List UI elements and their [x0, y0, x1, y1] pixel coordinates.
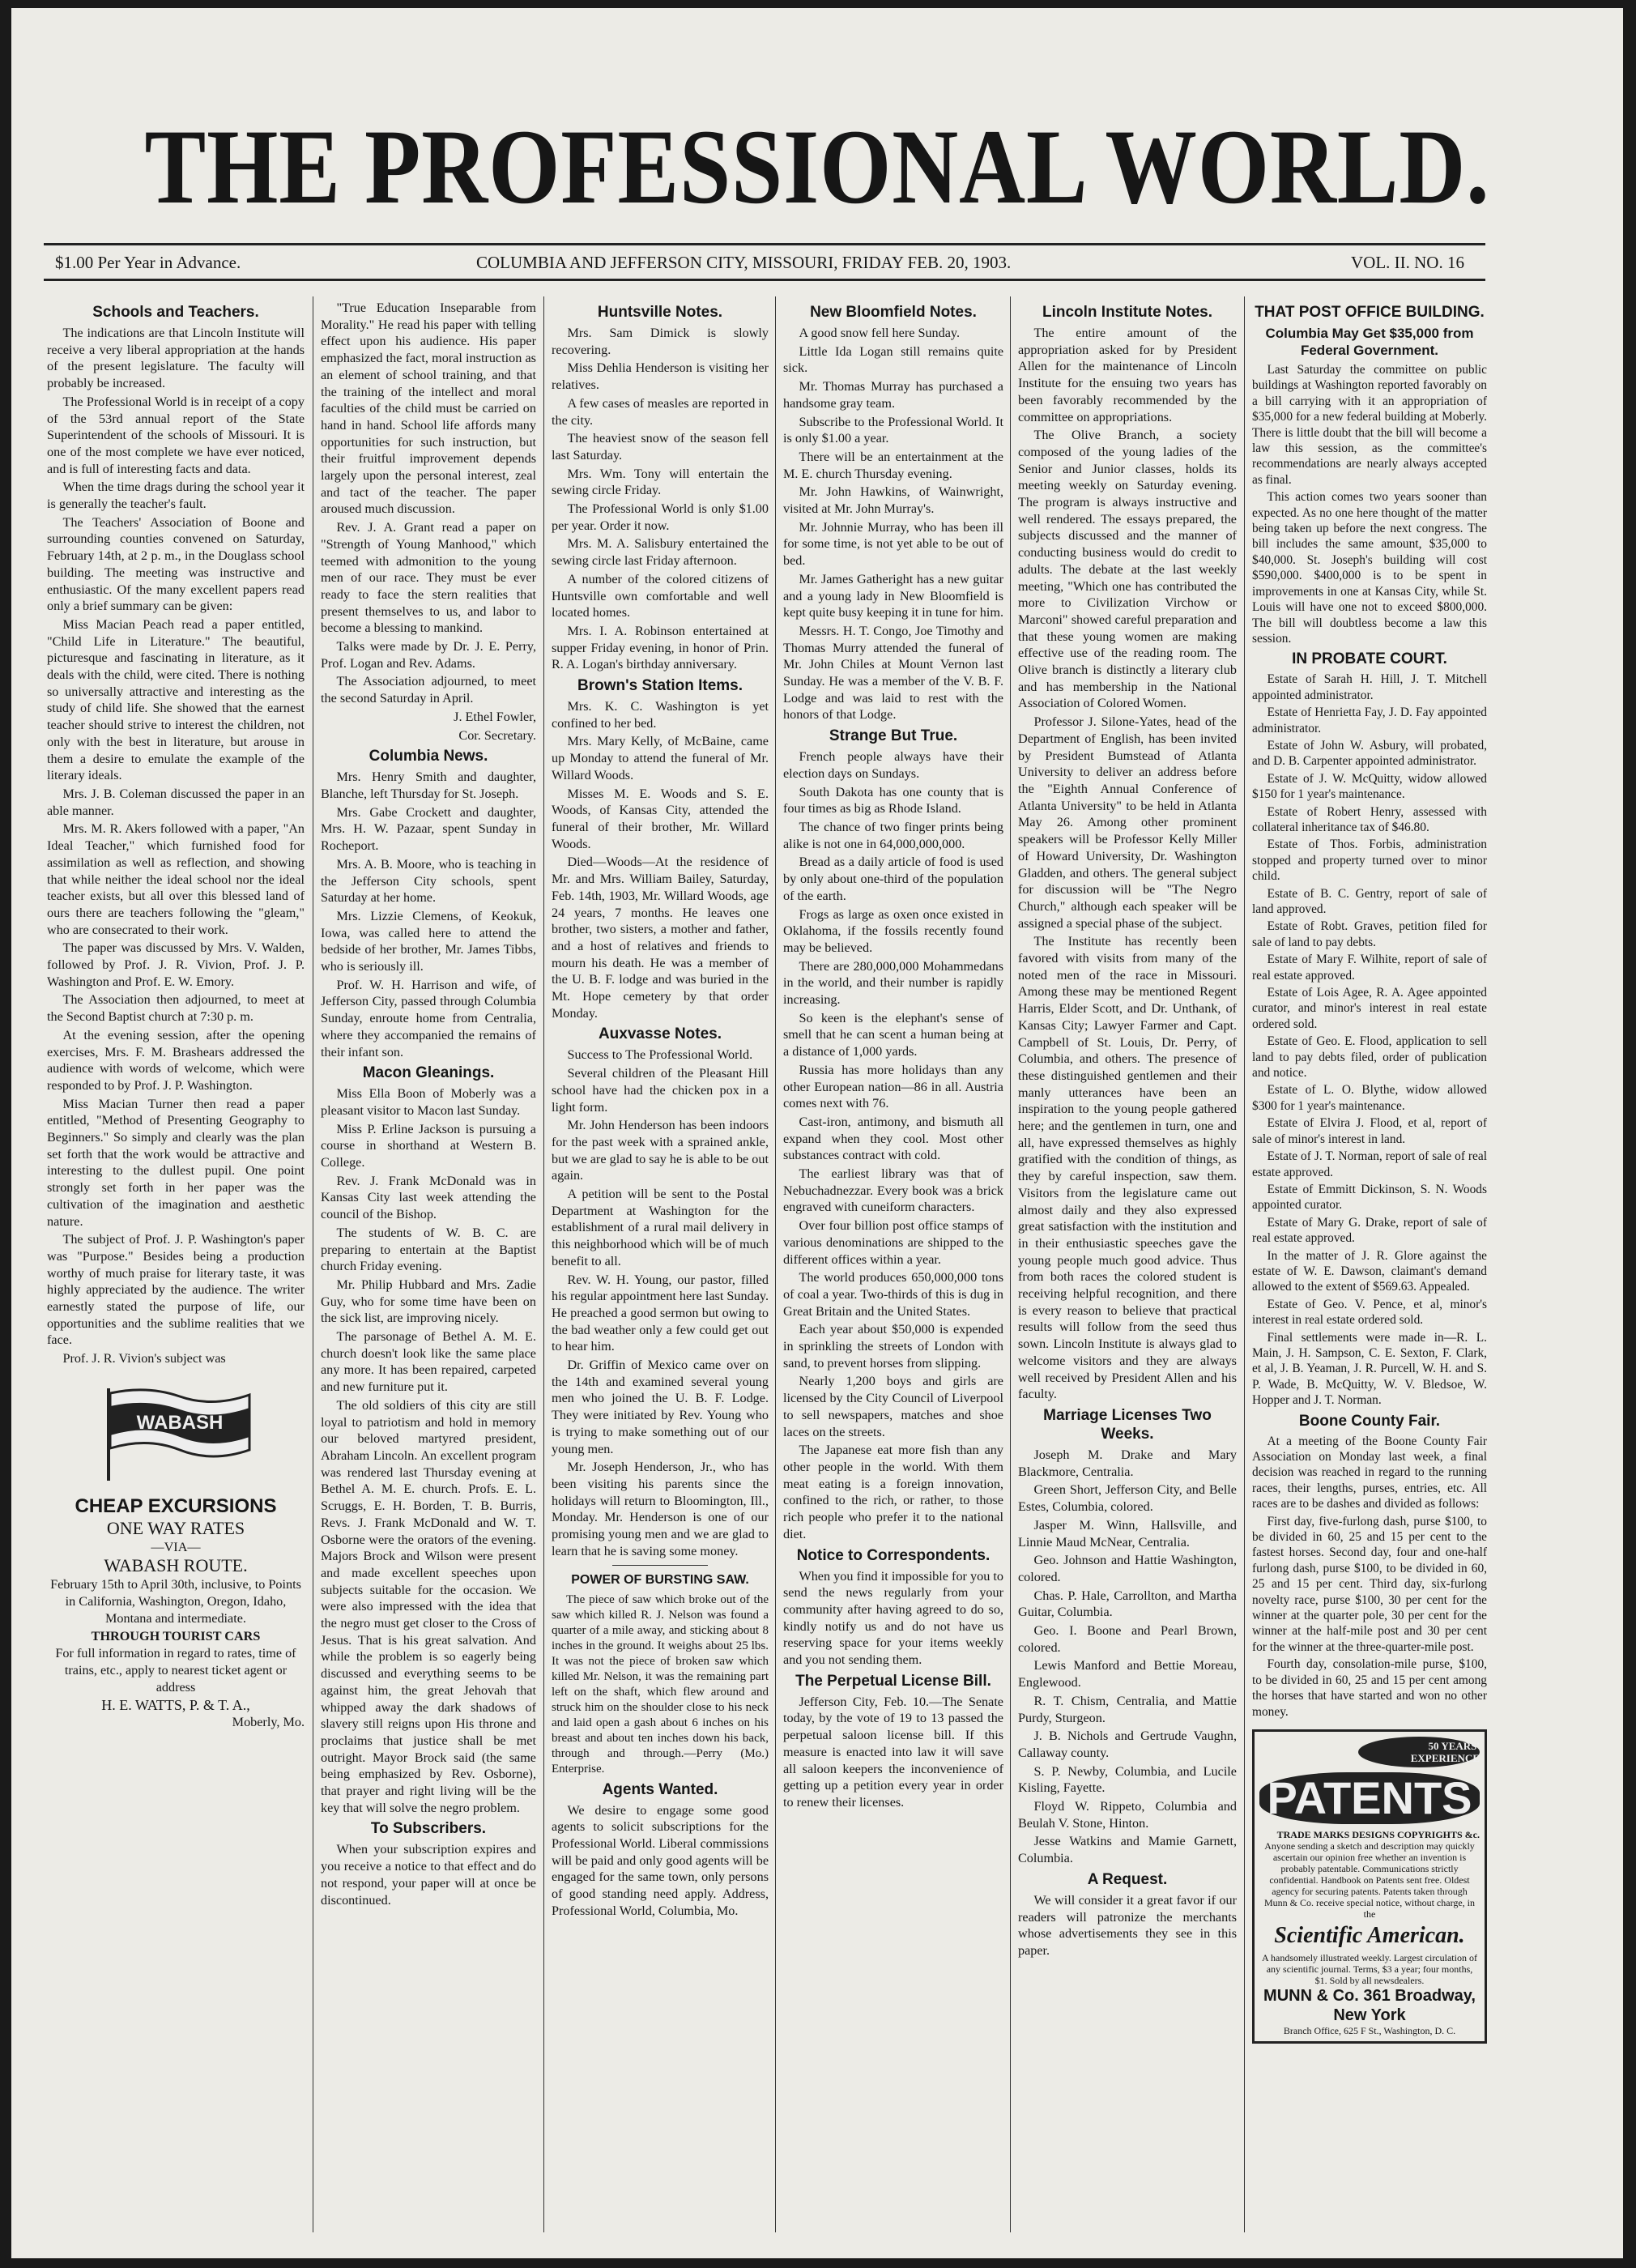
headline-marriage-licenses: Marriage Licenses Two Weeks. [1043, 1407, 1212, 1443]
paragraph: Subscribe to the Professional World. It is only $1.00 a year. [783, 414, 1003, 446]
paragraph: Floyd W. Rippeto, Columbia and Beulah V. Stone, Hinton. [1018, 1799, 1237, 1831]
paragraph: Mr. Thomas Murray has purchased a handsome gray team. [783, 379, 1003, 411]
paragraph: Mr. James Gatheright has a new guitar and a young lady in New Bloomfield is kept quite busy keeping it in tune for him. [783, 571, 1003, 620]
paragraph: Estate of Thos. Forbis, administration stopped and property turned over to minor child. [1252, 838, 1487, 884]
ad-contact: H. E. WATTS, P. & T. A., [101, 1697, 250, 1714]
paragraph: Lewis Manford and Bettie Moreau, Englewood. [1018, 1658, 1237, 1690]
paragraph: Estate of B. C. Gentry, report of sale of land approved. [1252, 886, 1487, 916]
paragraph: When you find it impossible for you to send the news regularly from your community after having agreed to do so, kindly notify us and do not have us reserving space for your items weekly and you not sending them. [783, 1568, 1003, 1668]
paragraph: The subject of Prof. J. P. Washington's paper was "Purpose." Besides being a production worthy of much praise for literary taste, it was highly appreciated by the audience. The writer earnestly stated the purpose of life, our opportunities and the sublime realities that we face. [47, 1232, 305, 1348]
paragraph: There will be an entertainment at the M. E. church Thursday evening. [783, 449, 1003, 481]
scientific-american-title: Scientific American. [1274, 1922, 1465, 1948]
paragraph: Miss Macian Turner then read a paper entitled, "Method of Presenting Geography to Beginners." So simply and clearly was the plan set forth that the work would be attractive and interesting to the dullest pupil. One point strongly set forth in her paper was the cultivation of the imagination and aesthetic nature. [47, 1096, 305, 1229]
paragraph: Last Saturday the committee on public buildings at Washington reported favorably on a bill carrying with it an appropriation of $35,000 for a new federal building at Moberly. There is little doubt that the bill will become a law this session, as the committee's recommendations are nearly always accepted as final. [1252, 363, 1487, 487]
paragraph: A number of the colored citizens of Huntsville own comfortable and well located homes. [552, 571, 769, 620]
paragraph: Estate of Geo. V. Pence, et al, minor's interest in real estate ordered sold. [1252, 1297, 1487, 1328]
paragraph: Estate of Robt. Graves, petition filed for sale of land to pay debts. [1252, 919, 1487, 949]
column-5 [1018, 300, 1237, 2228]
masthead-title: THE PROFESSIONAL WORLD. [144, 107, 1490, 226]
paragraph: The Association then adjourned, to meet at the Second Baptist church at 7:30 p. m. [47, 992, 305, 1025]
paragraph: Estate of Elvira J. Flood, et al, report of sale of minor's interest in land. [1252, 1116, 1487, 1146]
column-divider [1244, 296, 1245, 2232]
paragraph: Prof. J. R. Vivion's subject was [62, 1351, 226, 1366]
paragraph: Mrs. K. C. Washington is yet confined to her bed. [552, 699, 769, 731]
ad-body: For full information in regard to rates, time of trains, etc., apply to nearest ticket agent or address [55, 1646, 296, 1695]
paragraph: Estate of Mary F. Wilhite, report of sale of real estate approved. [1252, 953, 1487, 983]
paragraph: Estate of J. W. McQuitty, widow allowed $150 for 1 year's maintenance. [1252, 771, 1487, 802]
paragraph: Geo. Johnson and Hattie Washington, colored. [1018, 1553, 1237, 1584]
ad-via: —VIA— [151, 1539, 201, 1554]
column-3 [552, 300, 769, 2228]
headline-huntsville-notes: Huntsville Notes. [597, 304, 723, 321]
paragraph: Rev. J. Frank McDonald was in Kansas City last week attending the council of the Bishop. [321, 1173, 536, 1222]
column-divider [543, 296, 544, 2232]
patents-body: Anyone sending a sketch and description may quickly ascertain our opinion free whether an invention is probably patentable. Communications strictly confidential. Handbook on Patents sent free. Oldest agency for securing patents. Patents taken through Munn & Co. receive special notice, without charge, in the [1263, 1840, 1476, 1920]
paragraph: Miss P. Erline Jackson is pursuing a course in shorthand at Western B. College. [321, 1121, 536, 1170]
paragraph: The parsonage of Bethel A. M. E. church doesn't look like the same place any more. It has been repaired, carpeted and new furniture put it. [321, 1329, 536, 1395]
newspaper-page [11, 8, 1623, 2258]
place-and-date: COLUMBIA AND JEFFERSON CITY, MISSOURI, FRIDAY FEB. 20, 1903. [476, 253, 1012, 272]
paragraph: Estate of L. O. Blythe, widow allowed $300 for 1 year's maintenance. [1252, 1083, 1487, 1113]
paragraph: The earliest library was that of Nebuchadnezzar. Every book was a brick engraved with cuneiform characters. [783, 1166, 1003, 1215]
paragraph: Mrs. Wm. Tony will entertain the sewing circle Friday. [552, 466, 769, 498]
paragraph: Rev. J. A. Grant read a paper on "Strength of Young Manhood," which teemed with admonition to the young men of our race. They must be ever ready to face the stern realities that present themselves to us, and labor to become a blessing to mankind. [321, 520, 536, 636]
wabash-advertisement [47, 1377, 305, 1731]
paragraph: In the matter of J. R. Glore against the estate of W. E. Dawson, claimant's demand allowed to the extent of $569.63. Appealed. [1252, 1248, 1487, 1294]
column-2 [321, 300, 536, 2228]
paragraph: Jefferson City, Feb. 10.—The Senate today, by the vote of 19 to 13 passed the perpetual saloon license bill. If this measure is enacted into law it will save all saloon keepers the inconvenience of getting up a petition every year in order to renew their licenses. [783, 1694, 1003, 1810]
headline-perpetual-license-bill: The Perpetual License Bill. [795, 1672, 991, 1690]
paragraph: Mrs. Gabe Crockett and daughter, Mrs. H. W. Pazaar, spent Sunday in Rocheport. [321, 804, 536, 854]
paragraph: Jesse Watkins and Mamie Garnett, Columbia. [1018, 1834, 1237, 1866]
paragraph: Little Ida Logan still remains quite sick. [783, 343, 1003, 376]
paragraph: Chas. P. Hale, Carrollton, and Martha Guitar, Columbia. [1018, 1588, 1237, 1620]
ad-city: Moberly, Mo. [232, 1714, 305, 1729]
paragraph: The students of W. B. C. are preparing to entertain at the Baptist church Friday evening. [321, 1225, 536, 1274]
subheadline-post-office: Columbia May Get $35,000 from Federal Government. [1265, 326, 1474, 358]
paragraph: Estate of John W. Asbury, will probated, and D. B. Carpenter appointed administrator. [1252, 738, 1487, 769]
paragraph: Estate of Geo. E. Flood, application to sell land to pay debts filed, order of publication and notice. [1252, 1034, 1487, 1081]
headline-columbia-news: Columbia News. [369, 748, 488, 765]
paragraph: Estate of Henrietta Fay, J. D. Fay appointed administrator. [1252, 706, 1487, 735]
paragraph: Talks were made by Dr. J. E. Perry, Prof. Logan and Rev. Adams. [321, 639, 536, 671]
column-1 [47, 300, 305, 2228]
paragraph: Green Short, Jefferson City, and Belle Estes, Columbia, colored. [1018, 1482, 1237, 1515]
svg-text:WABASH: WABASH [136, 1411, 224, 1434]
headline-agents-wanted: Agents Wanted. [602, 1780, 718, 1798]
ad-body: February 15th to April 30th, inclusive, to Points in California, Washington, Oregon, Idaho, Montana and intermediate. [50, 1577, 301, 1626]
scientific-american-body: A handsomely illustrated weekly. Largest circulation of any scientific journal. Terms, $3 a year; four months, $1. Sold by all newsdealers. [1262, 1951, 1477, 1986]
paragraph: Mr. Johnnie Murray, who has been ill for some time, is not yet able to be out of bed. [783, 519, 1003, 569]
munn-and-co-address: MUNN & Co. 361 Broadway, New York [1263, 1986, 1476, 2024]
dateline [47, 253, 1489, 275]
headline-boone-county-fair: Boone County Fair. [1298, 1412, 1441, 1430]
signature: J. Ethel Fowler, [454, 709, 536, 724]
paragraph: Nearly 1,200 boys and girls are licensed by the City Council of Liverpool to sell newspapers, matches and shoe laces on the streets. [783, 1374, 1003, 1439]
paragraph: The old soldiers of this city are still loyal to patriotism and hold in memory our beloved martyred president, Abraham Lincoln. An excellent program was rendered last Thursday evening at Bethel A. M. E. church. Profs. E. L. Scruggs, E. H. Borden, T. B. Burris, Revs. J. Frank McDonald and W. T. Osborne were the orators of the evening. Majors Brock and Wilson were present and made excellent speeches upon subjects suitable for the occasion. We were also impressed with the idea that the negro must get closer to the Cross of Jesus. That is his great salvation. And while the problem is so eagerly being discussed and everything seems to be against him, the great Jehovah that whipped away the dark shadows of slavery still reigns upon His throne and proclaims that justice shall be met outright. Mayor Brock said (the same being emphasized by Rev. Osborne), that prayer and right living will be the key that will solve the negro problem. [321, 1397, 536, 1815]
paragraph: The indications are that Lincoln Institute will receive a very liberal appropriation at the hands of the present legislature. The faculty will probably be increased. [47, 326, 305, 391]
experience-badge: 50 YEARS' EXPERIENCE [1358, 1737, 1480, 1767]
paragraph: Mrs. M. A. Salisbury entertained the sewing circle last Friday afternoon. [552, 536, 769, 569]
paragraph: A petition will be sent to the Postal Department at Washington for the establishment of a rural mail delivery in this neighborhood which will be of much benefit to all. [552, 1187, 769, 1268]
paragraph: South Dakota has one county that is four times as big as Rhode Island. [783, 784, 1003, 816]
paragraph: "True Education Inseparable from Morality." He read his paper with telling effect upon his audience. His paper emphasized the fact, moral instruction as an element of school training, and that the training of the intellect and moral faculties of the child must be carried on hand in hand. School life affords many opportunities for such instruction, but their fruitful improvement depends largely upon the personal interest, zeal and tact of the teacher. The paper aroused much discussion. [321, 301, 536, 517]
column-divider [775, 296, 776, 2232]
paragraph: Jasper M. Winn, Hallsville, and Linnie Maud McNear, Centralia. [1018, 1517, 1237, 1550]
paragraph: A good snow fell here Sunday. [799, 326, 961, 340]
paragraph: The paper was discussed by Mrs. V. Walden, followed by Prof. J. R. Vivion, Prof. J. P. Washington and Prof. E. W. Emory. [47, 940, 305, 989]
headline-new-bloomfield-notes: New Bloomfield Notes. [810, 304, 977, 321]
paragraph: When the time drags during the school year it is generally the teacher's fault. [47, 480, 305, 512]
paragraph: Died—Woods—At the residence of Mr. and Mrs. William Bailey, Saturday, Feb. 14th, 1903, Mr. Willard Woods, age 24 years, 7 months. He leaves one brother, two sisters, a mother and father, and a host of relatives and friends to mourn his death. He was a member of the U. B. F. lodge and was buried in the Mt. Hope cemetery by that order Monday. [552, 855, 769, 1021]
masthead-rule-top [44, 243, 1485, 245]
paragraph: The Association adjourned, to meet the second Saturday in April. [321, 674, 536, 706]
ad-route: WABASH ROUTE. [104, 1555, 248, 1576]
paragraph: Mrs. J. B. Coleman discussed the paper in an able manner. [47, 786, 305, 818]
paragraph: Cast-iron, antimony, and bismuth all expand when they cool. Most other substances contract with cold. [783, 1114, 1003, 1163]
paragraph: Mrs. Sam Dimick is slowly recovering. [552, 326, 769, 357]
paragraph: The Olive Branch, a society composed of the young ladies of the Senior and Junior classes, holds its meeting weekly on Saturday evening. The program is always instructive and well rendered. The essays prepared, the subjects discussed and the manner of conducting business would do credit to adults. The debate at the last weekly meeting, "Which one has contributed the more to Civilization Virchow or Marconi" showed careful preparation and that these young women are making effective use of the reading room. The Olive branch is distinctly a literary club and has membership in the National Association of Colored Women. [1018, 428, 1237, 711]
paragraph: Mrs. I. A. Robinson entertained at supper Friday evening, in honor of Prin. R. A. Logan's birthday anniversary. [552, 623, 769, 672]
paragraph: Mrs. Lizzie Clemens, of Keokuk, Iowa, was called here to attend the bedside of her brother, Mr. James Tibbs, who is seriously ill. [321, 908, 536, 974]
paragraph: The Japanese eat more fish than any other people in the world. With them meat eating is a foreign innovation, confined to the rich, or rather, to those rich people who prefer it to the national diet. [783, 1443, 1003, 1541]
ad-subheadline: ONE WAY RATES [106, 1517, 245, 1538]
paragraph: Estate of Robert Henry, assessed with collateral inheritance tax of $46.80. [1252, 804, 1487, 834]
paragraph: The Professional World is in receipt of a copy of the 53rd annual report of the State Superintendent of the schools of Missouri. It is one of the most complete we have ever noticed, and is full of interesting facts and data. [47, 394, 305, 476]
paragraph: This action comes two years sooner than expected. As no one here thought of the matter being taken up before the next congress. The bill includes the same amount, $35,000 to $40,000. St. Joseph's building will cost $590,000. $400,000 is to be spent in improvements in one at Kansas City, while St. Louis will have one not to exceed $800,000. The bill will doubtless become a law this session. [1252, 490, 1487, 646]
paragraph: R. T. Chism, Centralia, and Mattie Purdy, Sturgeon. [1018, 1693, 1237, 1725]
paragraph: Mr. Joseph Henderson, Jr., who has been visiting his parents since the holidays will return to Bloomington, Ill., Monday. Mr. Henderson is one of our promising young men and we are glad to learn that he is saving some money. [552, 1460, 769, 1558]
paragraph: Messrs. H. T. Congo, Joe Timothy and Thomas Murry attended the funeral of Mr. John Chiles at Mount Vernon last Sunday. He was a member of the V. B. F. Lodge and was laid to rest with the honors of that Lodge. [783, 623, 1003, 723]
paragraph: The chance of two finger prints being alike is not one in 64,000,000,000. [783, 819, 1003, 851]
paragraph: Over four billion post office stamps of various denominations are shipped to the different offices within a year. [783, 1218, 1003, 1267]
headline-in-probate-court: IN PROBATE COURT. [1292, 650, 1447, 668]
paragraph: Mrs. A. B. Moore, who is teaching in the Jefferson City schools, spent Saturday at her home. [321, 856, 536, 906]
paragraph: Bread as a daily article of food is used by only about one-third of the population of the earth. [783, 855, 1003, 903]
paragraph: Mr. John Hawkins, of Wainwright, visited at Mr. John Murray's. [783, 484, 1003, 517]
paragraph: A few cases of measles are reported in the city. [552, 395, 769, 428]
subscription-price: $1.00 Per Year in Advance. [55, 253, 241, 272]
paragraph: The Professional World is only $1.00 per year. Order it now. [552, 501, 769, 533]
paragraph: When your subscription expires and you receive a notice to that effect and do not respond, your paper will at once be discontinued. [321, 1842, 536, 1908]
paragraph: The heaviest snow of the season fell last Saturday. [552, 431, 769, 463]
paragraph: Miss Dehlia Henderson is visiting her relatives. [552, 360, 769, 393]
paragraph: Several children of the Pleasant Hill school have had the chicken pox in a light form. [552, 1066, 769, 1115]
paragraph: Geo. I. Boone and Pearl Brown, colored. [1018, 1623, 1237, 1655]
signature-title: Cor. Secretary. [458, 727, 536, 743]
paragraph: Mr. Philip Hubbard and Mrs. Zadie Guy, who for some time have been on the sick list, are improving nicely. [321, 1277, 536, 1326]
paragraph: Rev. W. H. Young, our pastor, filled his regular appointment here last Sunday. He preached a good sermon but owing to the bad weather only a few could get out to hear him. [552, 1272, 769, 1354]
paragraph: Joseph M. Drake and Mary Blackmore, Centralia. [1018, 1447, 1237, 1479]
ad-headline: CHEAP EXCURSIONS [75, 1494, 277, 1517]
paragraph: Each year about $50,000 is expended in sprinkling the streets of London with sand, to prevent horses from slipping. [783, 1322, 1003, 1371]
wabash-flag-icon [99, 1385, 253, 1482]
paragraph: Final settlements were made in—R. L. Main, J. H. Sampson, C. E. Sexton, F. Clark, et al, J. B. Yeaman, J. R. Purcell, W. H. and S. P. Wade, B. McQuitty, W. V. Bledsoe, W. Hopper and J. T. Norman. [1252, 1330, 1487, 1408]
headline-post-office-building: THAT POST OFFICE BUILDING. [1255, 304, 1485, 321]
paragraph: Estate of Sarah H. Hill, J. T. Mitchell appointed administrator. [1252, 672, 1487, 702]
headline-power-of-bursting-saw: POWER OF BURSTING SAW. [571, 1572, 749, 1587]
paragraph: Estate of J. T. Norman, report of sale of real estate approved. [1252, 1149, 1487, 1179]
headline-schools-and-teachers: Schools and Teachers. [92, 304, 259, 321]
patents-banner: PATENTS [1259, 1772, 1480, 1824]
paragraph: The Institute has recently been favored with visits from many of the noted men of the race in Missouri. Among these may be mentioned Regent Harris, Elder Scott, and Dr. Unthank, of Kansas City; Lawyer Farmer and Capt. Campbell of St. Louis, Dr. Perry, of Columbia, and others. The presence of these distinguished gentlemen and their manly utterances have been an inspiration to the young people gathered here; and the gentlemen in turn, one and all, have expressed themselves as highly gratified with the condition of things, as they by careful inspection, saw them. Visitors from the legislature came out almost daily and they also expressed great satisfaction with the institution and in their enthusiastic speeches gave the young people much good advice. Thus from both races the colored student is receiving helpful recognition, and there is every reason to believe that practical results will follow from the seed thus sown. Lincoln Institute is always glad to welcome visitors and they are always well received by President Allen and his faculty. [1018, 934, 1237, 1402]
paragraph: J. B. Nichols and Gertrude Vaughn, Callaway county. [1018, 1729, 1237, 1760]
paragraph: Miss Ella Boon of Moberly was a pleasant visitor to Macon last Sunday. [321, 1086, 536, 1118]
patents-advertisement [1252, 1729, 1487, 2044]
headline-browns-station-items: Brown's Station Items. [577, 677, 743, 695]
paragraph: We desire to engage some good agents to solicit subscriptions for the Professional World. Liberal commissions will be paid and only good agents will be engaged for the same town, only persons of good standing need apply. Address, Professional World, Columbia, Mo. [552, 1802, 769, 1918]
paragraph: Success to The Professional World. [567, 1047, 753, 1063]
headline-to-subscribers: To Subscribers. [370, 1820, 487, 1838]
paragraph: S. P. Newby, Columbia, and Lucile Kisling, Fayette. [1018, 1763, 1237, 1796]
paragraph: So keen is the elephant's sense of smell that he can scent a human being at a distance of 1,000 yards. [783, 1010, 1003, 1059]
paragraph: The piece of saw which broke out of the saw which killed R. J. Nelson was found a quarter of a mile away, and sticking about 8 inches in the ground. It weighs about 25 lbs. It was not the piece of broken saw which killed Mr. Nelson, it was the remaining part left on the shaft, which flew around and struck him on the shoulder close to his neck and laid open a gash about 6 inches on his breast and about ten inches down his back, through and through.—Perry (Mo.) Enterprise. [552, 1592, 769, 1776]
paragraph: Mrs. Henry Smith and daughter, Blanche, left Thursday for St. Joseph. [321, 770, 536, 801]
paragraph: Mrs. M. R. Akers followed with a paper, "An Ideal Teacher," which furnished food for assimilation as well as reflection, and showing that while neither the ideal school nor the ideal teacher exists, but all over this blessed land of ours there are teachers following the "gleam," who are consecrated to their work. [47, 821, 305, 937]
paragraph: The Teachers' Association of Boone and surrounding counties convened on Saturday, February 14th, at 2 p. m., in the Douglass school building. The meeting was instructive and enthusiastic. Of the many excellent papers read only a brief summary can be given: [47, 514, 305, 614]
paragraph: The entire amount of the appropriation asked for by President Allen for the maintenance of Lincoln Institute for the ensuing two years has been favorably recommended by the committee on appropriations. [1018, 326, 1237, 424]
trade-marks-line: TRADE MARKS DESIGNS COPYRIGHTS &c. [1276, 1828, 1480, 1840]
volume-number: VOL. II. NO. 16 [1351, 253, 1464, 272]
paragraph: At a meeting of the Boone County Fair Association on Monday last week, a final decision was reached in regard to the running races, their lengths, purses, entries, etc. All races are to be dashes and divided as follows: [1252, 1434, 1487, 1511]
masthead-rule-bottom [44, 279, 1485, 281]
headline-notice-to-correspondents: Notice to Correspondents. [796, 1546, 991, 1564]
paragraph: There are 280,000,000 Mohammedans in the world, and their number is rapidly increasing. [783, 958, 1003, 1008]
paragraph: Estate of Lois Agee, R. A. Agee appointed curator, and minor's interest in real estate ordered sold. [1252, 986, 1487, 1031]
paragraph: Fourth day, consolation-mile purse, $100, to be divided in 60, 25 and 15 per cent among the horses that have started and won no other money. [1252, 1657, 1487, 1719]
paragraph: Frogs as large as oxen once existed in Oklahoma, if the fossils recently found may be believed. [783, 906, 1003, 955]
headline-lincoln-institute-notes: Lincoln Institute Notes. [1042, 304, 1213, 321]
headline-strange-but-true: Strange But True. [829, 727, 958, 745]
section-rule [612, 1565, 708, 1566]
headline-auxvasse-notes: Auxvasse Notes. [598, 1025, 722, 1043]
branch-office: Branch Office, 625 F St., Washington, D. C. [1283, 2024, 1456, 2036]
ad-tourist-cars: THROUGH TOURIST CARS [91, 1629, 261, 1644]
paragraph: We will consider it a great favor if our readers will patronize the merchants whose advertisements they see in this paper. [1018, 1892, 1237, 1958]
paragraph: Professor J. Silone-Yates, head of the Department of English, has been invited by President Bumstead of Atlanta University to deliver an address before the "Eighth Annual Conference of Atlanta University" to be held in Atlanta May 26. Among other prominent speakers will be Professor Kelly Miller of Howard University, Dr. Washington Gladden, and others. The general subject for discussion will be "The Negro Church," although each speaker will be assigned a special phase of the subject. [1018, 714, 1237, 931]
column-4 [783, 300, 1003, 2228]
paragraph: Prof. W. H. Harrison and wife, of Jefferson City, passed through Columbia Sunday, enroute home from Centralia, where they accompanied the remains of their infant son. [321, 977, 536, 1059]
paragraph: French people always have their election days on Sundays. [783, 749, 1003, 781]
paragraph: Estate of Emmitt Dickinson, S. N. Woods appointed curator. [1252, 1182, 1487, 1213]
paragraph: First day, five-furlong dash, purse $100, to be divided in 60, 25 and 15 per cent to the fastest horses. Second day, four and one-half furlong dash, purse $100, to be divided in 60, 25 and 15 per cent. Third day, six-furlong novelty race, purse $100, 30 per cent for the winner at the quarter pole, 30 per cent for the winner at the half-mile post and 30 per cent for the winner at the three-quarter-mile post. [1252, 1514, 1487, 1654]
paragraph: At the evening session, after the opening exercises, Mrs. F. M. Brashears addressed the audience with words of welcome, which were responded to by Prof. J. P. Washington. [47, 1027, 305, 1093]
headline-a-request: A Request. [1087, 1870, 1168, 1888]
column-6 [1252, 300, 1487, 2228]
paragraph: Estate of Mary G. Drake, report of sale of real estate approved. [1252, 1215, 1487, 1246]
paragraph: Dr. Griffin of Mexico came over on the 14th and examined several young men who joined the U. B. F. Lodge. They were initiated by Rev. Young who is trying to make something out of our young men. [552, 1358, 769, 1456]
paragraph: Miss Macian Peach read a paper entitled, "Child Life in Literature." The beautiful, picturesque and fascinating in literature, as it deals with the child, were cited. There is nothing so universally attractive and interesting as the study of child life. She showed that the earnest teacher should strive to interest the children, not only with the best in literature, but arouse in them a desire to emulate the example of the literary ideals. [47, 616, 305, 783]
paragraph: Misses M. E. Woods and S. E. Woods, of Kansas City, attended the funeral of their brother, Mr. Willard Woods. [552, 786, 769, 851]
column-divider [1010, 296, 1011, 2232]
paragraph: Mrs. Mary Kelly, of McBaine, came up Monday to attend the funeral of Mr. Willard Woods. [552, 734, 769, 782]
paragraph: Mr. John Henderson has been indoors for the past week with a sprained ankle, but we are glad to say he is able to be out again. [552, 1118, 769, 1183]
paragraph: The world produces 650,000,000 tons of coal a year. Two-thirds of this is dug in Great Britain and the United States. [783, 1270, 1003, 1319]
headline-macon-gleanings: Macon Gleanings. [362, 1064, 495, 1082]
paragraph: Russia has more holidays than any other European nation—86 in all. Austria comes next with 76. [783, 1062, 1003, 1111]
